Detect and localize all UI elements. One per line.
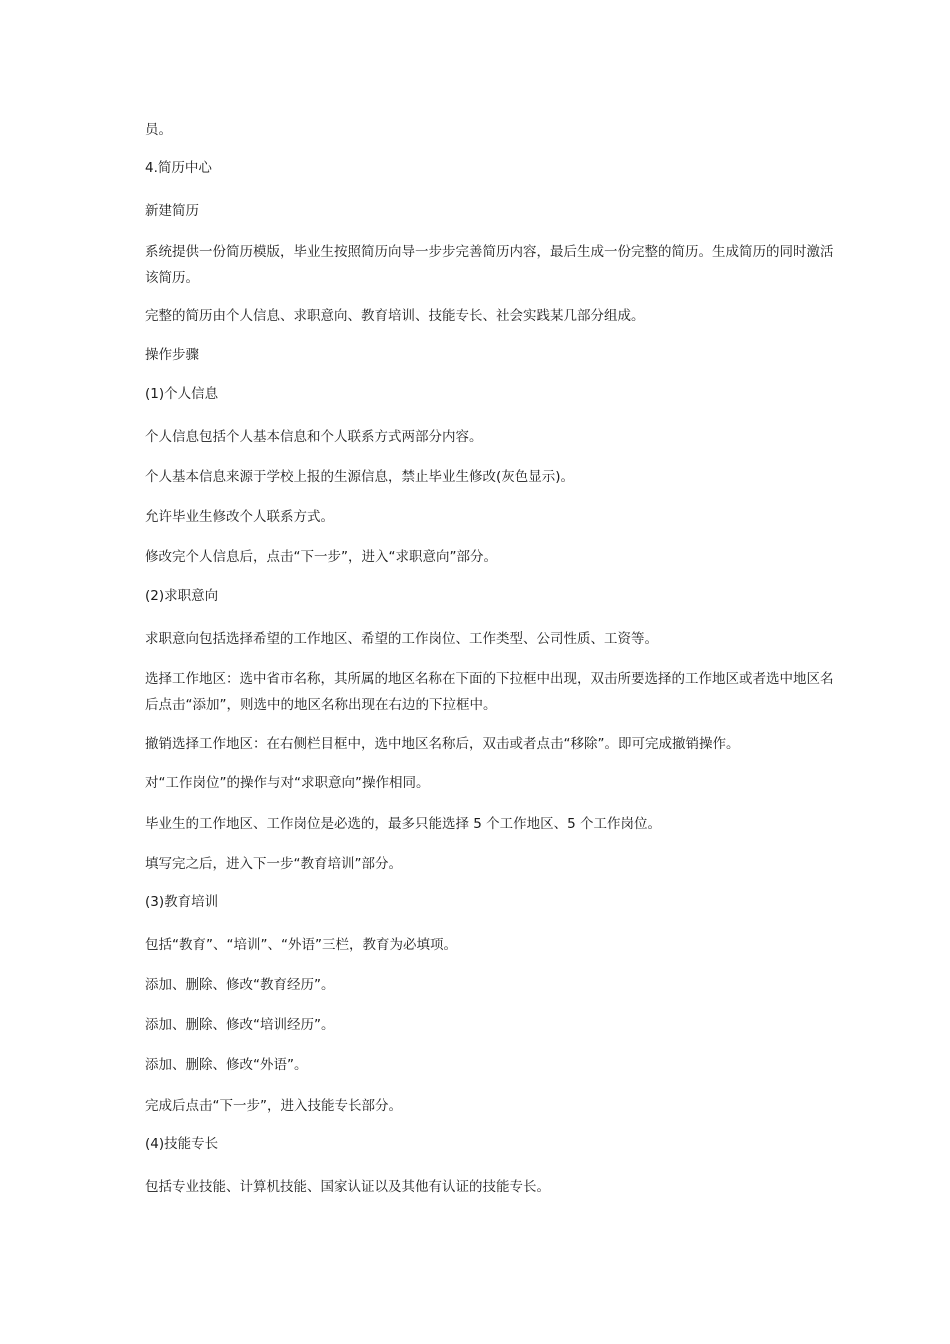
paragraph-next-step-intent: 修改完个人信息后，点击“下一步”，进入“求职意向”部分。: [145, 549, 497, 565]
paragraph-job-intent: 求职意向包括选择希望的工作地区、希望的工作岗位、工作类型、公司性质、工资等。: [145, 631, 658, 647]
step-heading-skills: (4)技能专长: [145, 1136, 219, 1152]
paragraph-skills: 包括专业技能、计算机技能、国家认证以及其他有认证的技能专长。: [145, 1179, 550, 1195]
step-heading-education: (3)教育培训: [145, 894, 219, 910]
step-heading-job-intent: (2)求职意向: [145, 588, 219, 604]
paragraph-allow-contact-edit: 允许毕业生修改个人联系方式。: [145, 509, 334, 525]
paragraph-cancel-region: 撤销选择工作地区：在右侧栏目框中，选中地区名称后，双击或者点击“移除”。即可完成撤销操作。: [145, 736, 740, 752]
paragraph-select-region: 选择工作地区：选中省市名称，其所属的地区名称在下面的下拉框中出现，双击所要选择的工作地区或者选中地区名后点击“添加”，则选中的地区名称出现在右边的下拉框中。: [145, 671, 834, 713]
paragraph-required-limit: 毕业生的工作地区、工作岗位是必选的，最多只能选择 5 个工作地区、5 个工作岗位。: [145, 816, 662, 832]
paragraph-system-template: 系统提供一份简历模版，毕业生按照简历向导一步步完善简历内容，最后生成一份完整的简历。生成简历的同时激活该简历。: [145, 244, 834, 286]
paragraph-edit-training: 添加、删除、修改“培训经历”。: [145, 1017, 335, 1033]
paragraph-next-step-education: 填写完之后，进入下一步“教育培训”部分。: [145, 856, 402, 872]
paragraph-continuation: 员。: [145, 122, 172, 138]
paragraph-job-position-same: 对“工作岗位”的操作与对“求职意向”操作相同。: [145, 775, 430, 791]
paragraph-education-columns: 包括“教育”、“培训”、“外语”三栏，教育为必填项。: [145, 937, 457, 953]
paragraph-edit-language: 添加、删除、修改“外语”。: [145, 1057, 308, 1073]
paragraph-edit-education: 添加、删除、修改“教育经历”。: [145, 977, 335, 993]
section-heading-resume-center: 4.简历中心: [145, 160, 212, 176]
paragraph-resume-parts: 完整的简历由个人信息、求职意向、教育培训、技能专长、社会实践某几部分组成。: [145, 308, 645, 324]
step-heading-personal-info: (1)个人信息: [145, 386, 219, 402]
paragraph-personal-info: 个人信息包括个人基本信息和个人联系方式两部分内容。: [145, 429, 483, 445]
subheading-steps: 操作步骤: [145, 347, 199, 363]
subheading-new-resume: 新建简历: [145, 203, 199, 219]
paragraph-basic-info-source: 个人基本信息来源于学校上报的生源信息，禁止毕业生修改(灰色显示)。: [145, 469, 575, 485]
paragraph-next-step-skills: 完成后点击“下一步”，进入技能专长部分。: [145, 1098, 402, 1114]
